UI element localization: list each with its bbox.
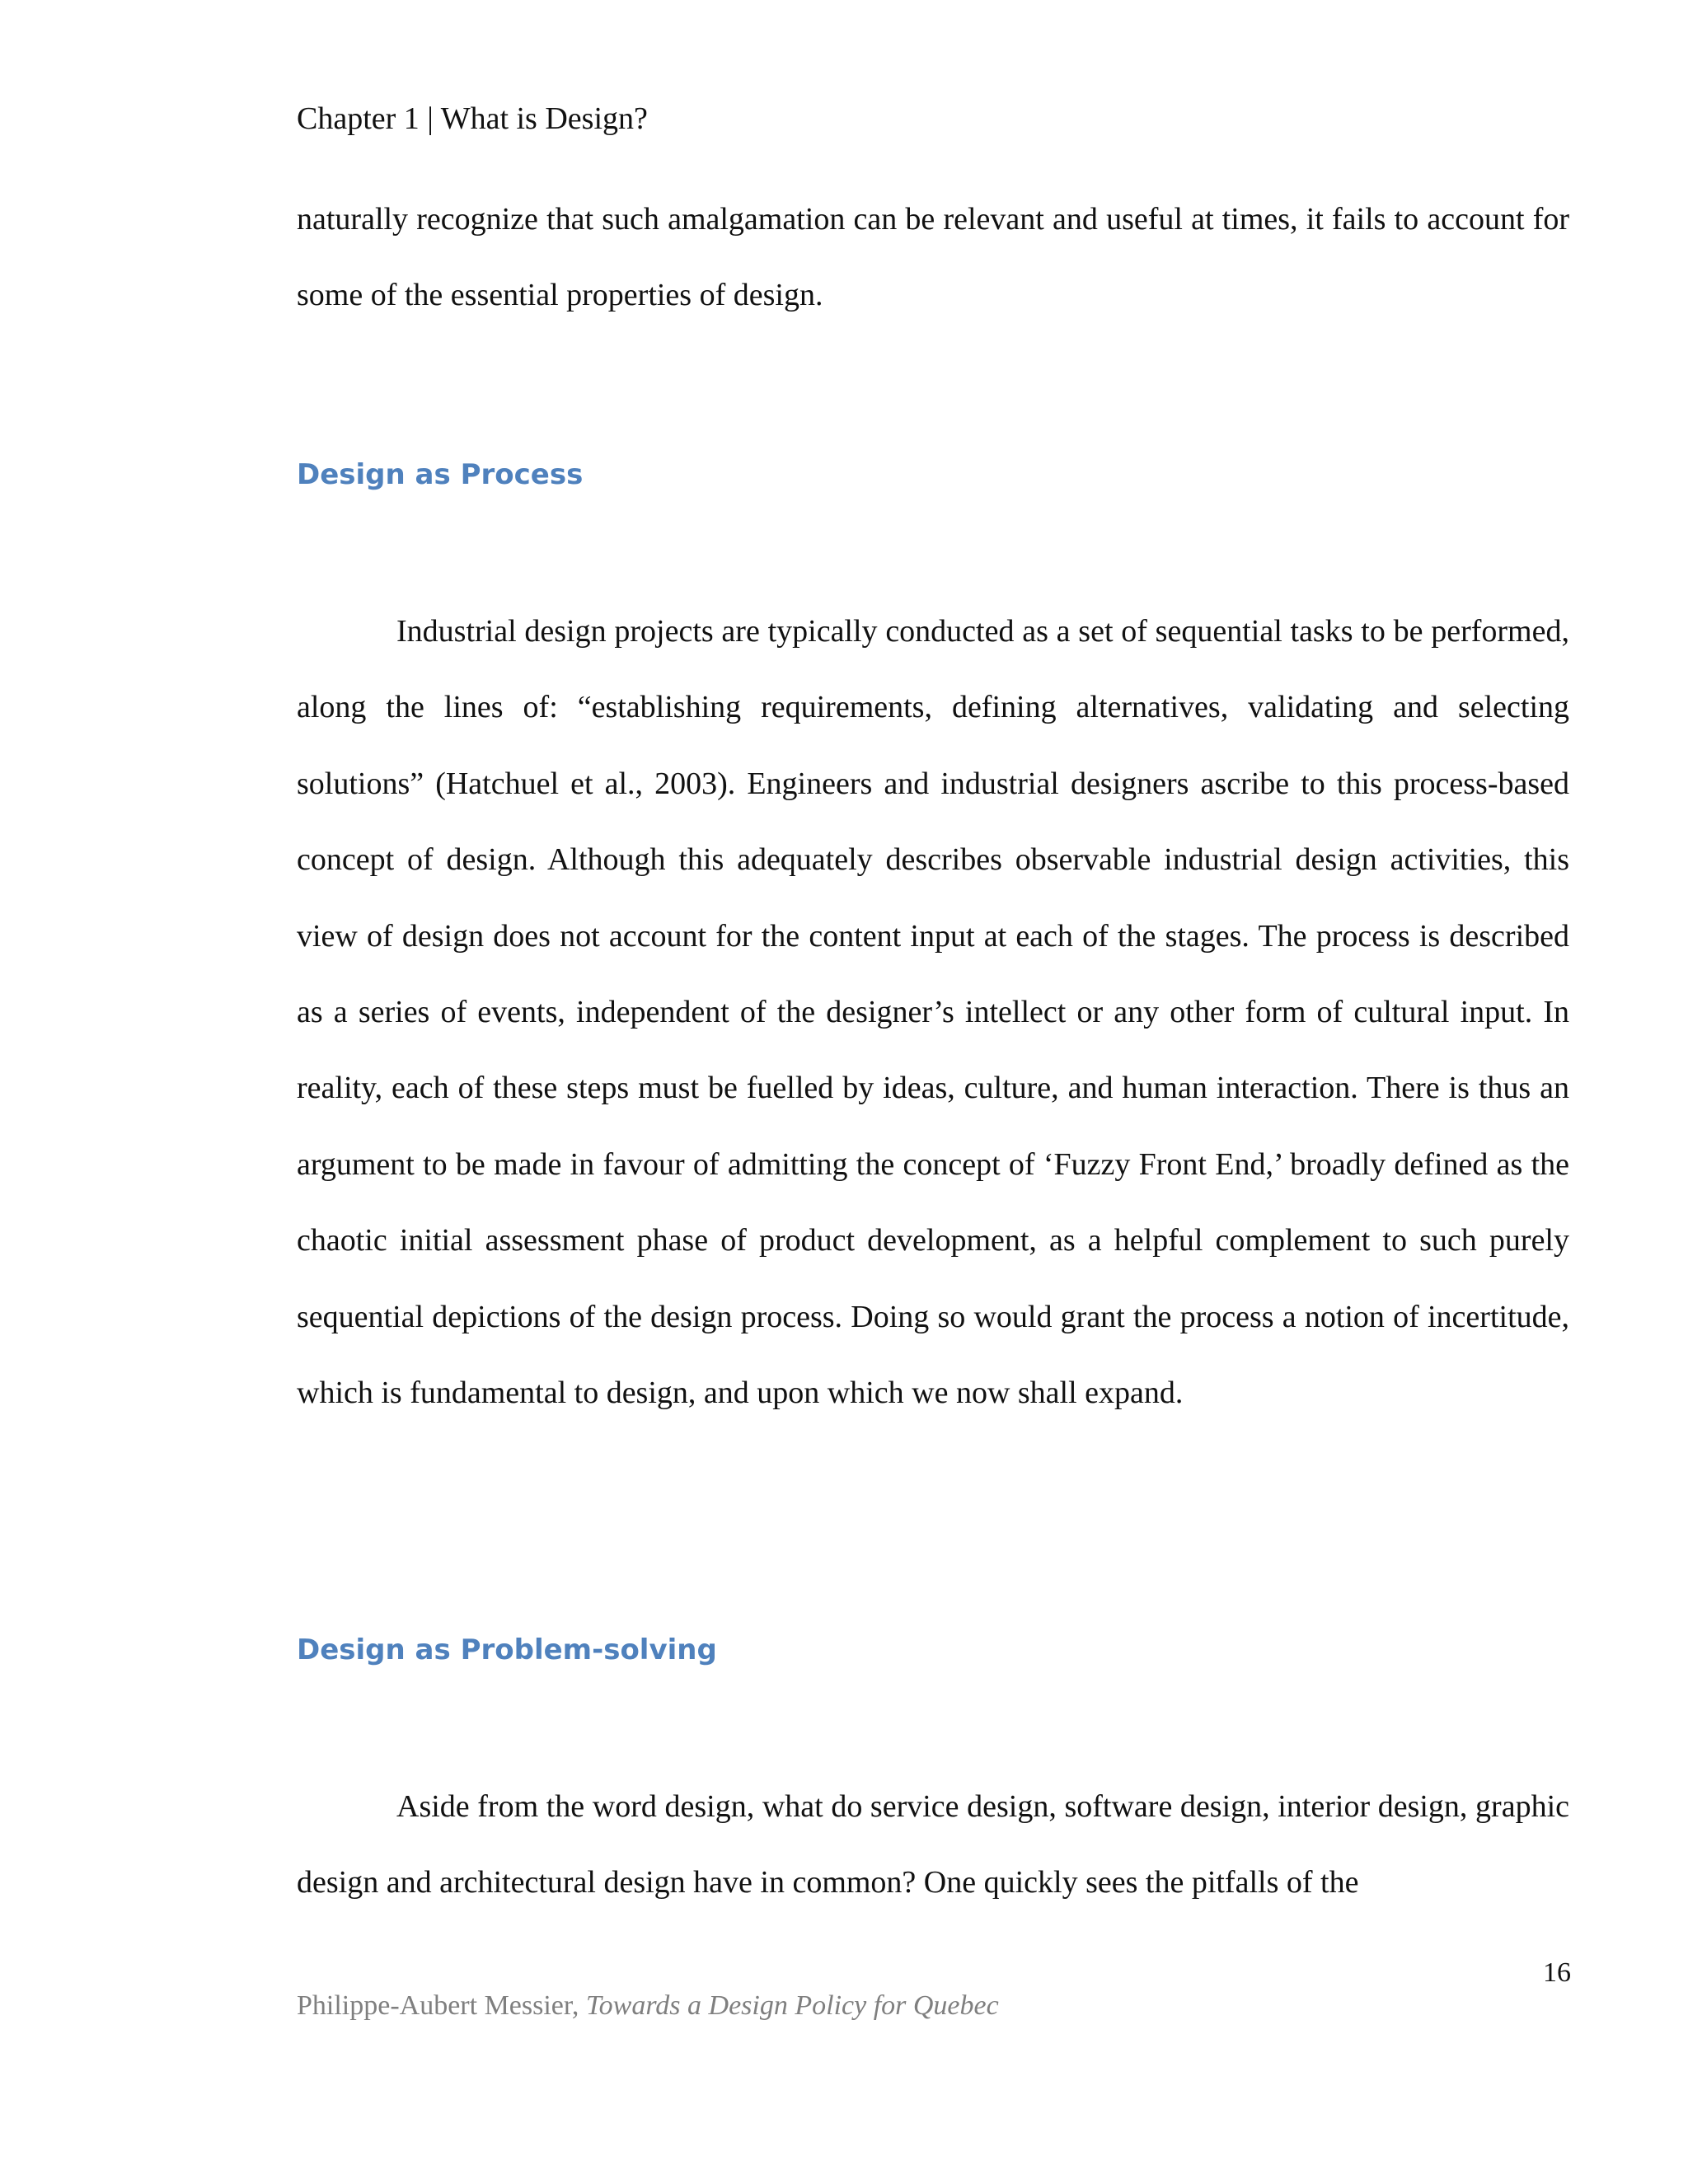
footer-title: Towards a Design Policy for Quebec	[585, 1990, 999, 2021]
page-number: 16	[1543, 1957, 1571, 1988]
section-heading-design-as-problem-solving: Design as Problem-solving	[297, 1633, 717, 1666]
footer	[297, 1986, 999, 2026]
section-heading-design-as-process: Design as Process	[297, 458, 584, 491]
footer-author: Philippe-Aubert Messier,	[297, 1990, 586, 2021]
paragraph-design-as-process: Industrial design projects are typically conducted as a set of sequential tasks to be performed, along the lines of: “establishing requirements, defining alternatives, validating and selecting solutions” (Hatchuel et al., 2003). Engineers and industrial designers ascribe to this process-based concept of design. Although this adequately describes observable industrial design activities, this view of design does not account for the content input at each of the stages. The process is described as a series of events, independent of the designer’s intellect or any other form of cultural input. In reality, each of these steps must be fuelled by ideas, culture, and human interaction. There is thus an argument to be made in favour of admitting the concept of ‘Fuzzy Front End,’ broadly defined as the chaotic initial assessment phase of product development, as a helpful complement to such purely sequential depictions of the design process. Doing so would grant the process a notion of incertitude, which is fundamental to design, and upon which we now shall expand.	[297, 614, 1569, 1411]
running-header: Chapter 1 | What is Design?	[297, 101, 648, 136]
paragraph-design-as-problem-solving: Aside from the word design, what do service design, software design, interior design, graphic design and architectural design have in common? One quickly sees the pitfalls of the	[297, 1789, 1569, 1900]
continued-paragraph: naturally recognize that such amalgamation can be relevant and useful at times, it fails to account for some of the essential properties of design.	[297, 202, 1569, 313]
